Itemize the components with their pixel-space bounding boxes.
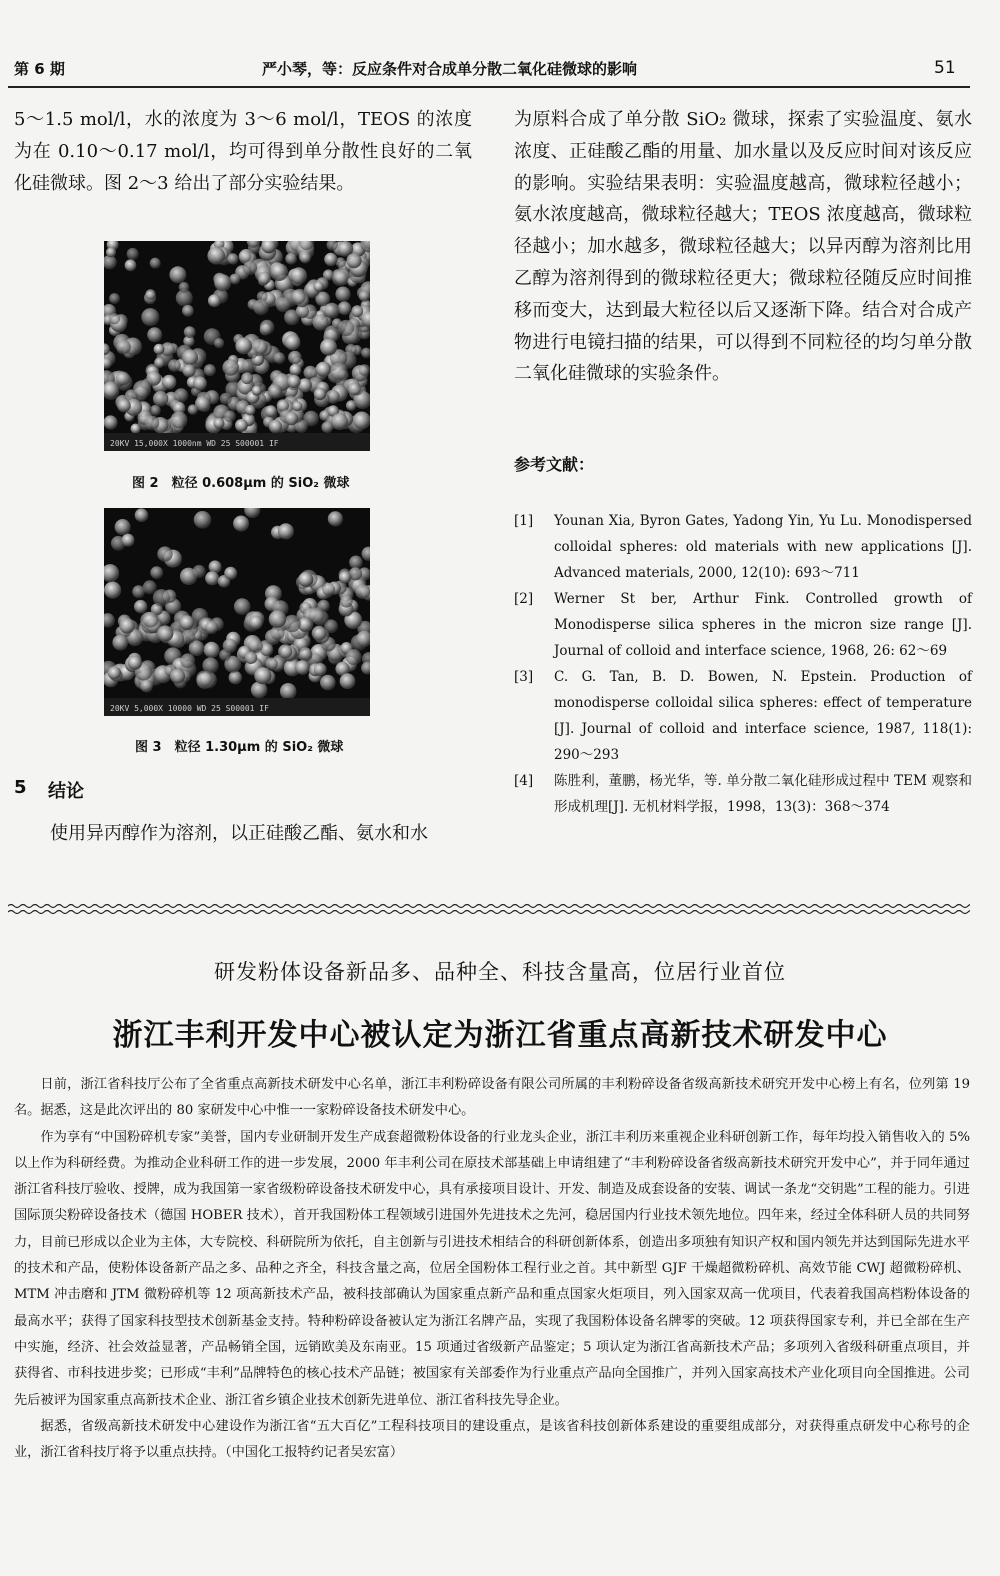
sem-particle (285, 334, 301, 350)
sem-particle (320, 675, 336, 691)
reference-text: Werner St ber, Arthur Fink. Controlled growth of Monodisperse silica spheres in the micron size range [J]. Journal of colloid and interface science, 1968, 26: 62～69 (554, 591, 972, 659)
sem-particle (258, 272, 271, 285)
sem-particle (338, 320, 354, 336)
sem-particle (183, 364, 196, 377)
sem-particle (276, 297, 291, 312)
conclusion-start: 使用异丙醇作为溶剂，以正硅酸乙酯、氨水和水 (50, 823, 428, 844)
figure-3-caption: 图 3 粒径 1.30μm 的 SiO₂ 微球 (135, 740, 344, 755)
figure-2-data-bar: 20KV 15,000X 1000nm WD 25 S00001 IF (110, 439, 279, 448)
section-title: 结论 (48, 781, 84, 802)
sem-particle (193, 376, 207, 390)
sem-particle (135, 508, 149, 522)
sem-particle (346, 253, 361, 268)
issue-label: 第 6 期 (14, 60, 65, 78)
sem-particle (260, 320, 275, 335)
sem-particle (314, 663, 327, 676)
reference-item (514, 586, 972, 664)
figure-3-micrograph (104, 508, 370, 716)
sem-particle (339, 571, 351, 583)
sem-particle (179, 282, 190, 293)
sem-particle (241, 372, 253, 384)
sem-particle (122, 534, 135, 547)
sem-particle (340, 595, 353, 608)
sem-particle (332, 271, 348, 287)
sem-particle (170, 669, 185, 684)
sem-particle (253, 299, 269, 315)
sem-particle (353, 412, 370, 430)
sem-particle (278, 523, 294, 539)
sem-particle (285, 253, 297, 265)
wavy-divider (8, 902, 970, 916)
sem-particle (324, 253, 337, 266)
sem-particle (125, 259, 137, 271)
sem-particle (239, 250, 252, 263)
figure-2-sem-image (104, 241, 370, 451)
sem-particle (224, 410, 236, 422)
sem-particle (235, 419, 248, 432)
sem-particle (245, 652, 258, 665)
sem-particle (346, 649, 362, 665)
sem-particle (280, 683, 297, 700)
sem-particle (312, 626, 327, 641)
sem-particle (222, 359, 239, 376)
sem-particle (150, 405, 161, 416)
sem-particle (322, 583, 335, 596)
sem-particle (204, 364, 216, 376)
sem-particle (145, 416, 160, 431)
reference-item (514, 508, 972, 586)
sem-particle (182, 305, 194, 317)
sem-particle (269, 610, 287, 628)
sem-particle (157, 625, 173, 641)
sem-particle (214, 418, 225, 429)
sem-particle (117, 399, 131, 413)
left-column-intro (14, 104, 472, 199)
sem-particle (320, 339, 337, 356)
sem-particle (274, 352, 286, 364)
sem-particle (330, 363, 347, 380)
sem-particle (109, 293, 120, 304)
sem-particle (209, 560, 222, 573)
reference-text: Younan Xia, Byron Gates, Yadong Yin, Yu Lu. Monodispersed colloidal spheres: old materials with new applications [J]. Advanced materials, 2000, 12(10): 693～711 (554, 513, 972, 581)
sem-particle (162, 375, 177, 390)
sem-particle (180, 653, 195, 668)
references-title: 参考文献： (514, 455, 595, 474)
sem-particle (214, 338, 224, 348)
sem-particle (227, 253, 238, 264)
sem-particle (182, 349, 198, 365)
sem-particle (285, 412, 299, 426)
sem-particle (143, 612, 159, 628)
sem-particle (157, 546, 172, 561)
sem-particle (128, 656, 142, 670)
sem-particle (335, 287, 350, 302)
sem-particle (233, 516, 249, 532)
sem-particle (115, 519, 131, 535)
conclusion-paragraph: 为原料合成了单分散 SiO₂ 微球，探索了实验温度、氨水浓度、正硅酸乙酯的用量、加水量以及反应时间对该反应的影响。实验结果表明：实验温度越高，微球粒径越小；氨水浓度越高，微球粒径越大；TEOS 浓度越高，微球粒径越小；加水越多，微球粒径越大；以异丙醇为溶剂比用乙醇为溶剂得到的微球粒径更大；微球粒径随反应时间推移而变大，达到最大粒径以后又逐渐下降。结合对合成产物进行电镜扫描的结果，可以得到不同粒径的均匀单分散二氧化硅微球的实验条件。 (514, 109, 972, 385)
sem-particle (295, 660, 310, 675)
sem-particle (184, 326, 196, 338)
running-title: 严小琴，等：反应条件对合成单分散二氧化硅微球的影响 (262, 60, 638, 78)
sem-particle (134, 600, 147, 613)
sem-particle (290, 267, 307, 284)
sem-particle (269, 420, 282, 433)
sem-particle (106, 247, 116, 257)
sem-particle (179, 615, 194, 630)
reference-number: [2] (514, 591, 534, 607)
sem-particle (147, 327, 162, 342)
reference-number: [4] (514, 773, 534, 789)
sem-particle (235, 338, 252, 355)
sem-particle (292, 401, 302, 411)
right-column-conclusion (514, 104, 972, 390)
intro-paragraph: 5～1.5 mol/l，水的浓度为 3～6 mol/l，TEOS 的浓度为在 0.10～0.17 mol/l，均可得到单分散性良好的二氧化硅微球。图 2～3 给出了部分实验结果。 (14, 109, 472, 194)
sem-particle (104, 582, 121, 599)
sem-particle (116, 340, 131, 355)
sem-particle (265, 405, 277, 417)
sem-particle (291, 290, 305, 304)
reference-text: 陈胜利，董鹏，杨光华，等. 单分散二氧化硅形成过程中 TEM 观察和形成机理[J]. 无机材料学报，1998，13(3)：368～374 (554, 773, 972, 815)
reference-item (514, 768, 972, 820)
news-subheadline: 研发粉体设备新品多、品种全、科技含量高，位居行业首位 (214, 960, 786, 984)
sem-particle (290, 364, 302, 376)
sem-particle (193, 565, 206, 578)
news-headline: 浙江丰利开发中心被认定为浙江省重点高新技术研发中心 (112, 1018, 888, 1053)
sem-particle (119, 618, 135, 634)
sem-particle (328, 511, 343, 526)
sem-particle (153, 391, 168, 406)
sem-particle (245, 405, 256, 416)
sem-particle (359, 364, 370, 376)
references-list (514, 508, 972, 820)
sem-particle (314, 281, 324, 291)
sem-particle (205, 621, 218, 634)
sem-particle (243, 261, 257, 275)
sem-particle (223, 639, 237, 653)
sem-particle (204, 642, 220, 658)
sem-particle (168, 359, 181, 372)
sem-particle (207, 247, 225, 265)
sem-particle (194, 511, 212, 529)
sem-particle (234, 598, 251, 615)
sem-particle (104, 415, 118, 429)
sem-particle (169, 266, 186, 283)
sem-particle (208, 294, 221, 307)
sem-particle (220, 393, 232, 405)
news-paragraph: 作为享有“中国粉碎机专家”美誉，国内专业研制开发生产成套超微粉体设备的行业龙头企业，浙江丰利历来重视企业科研创新工作，每年均投入销售收入的 5%以上作为科研经费。为推动企业科研工作的进一步发展，2000 年丰利公司在原技术部基础上申请组建了“丰利粉碎设备省级高新技术研究开发中心”，并于同年通过浙江省科技厅验收、授牌，成为我国第一家省级粉碎设备技术研发中心，具有承接项目设计、开发、制造及成套设备的安装、调试一条龙“交钥匙”工程的能力。引进国际顶尖粉碎设备技术（德国 HOBER 技术），首开我国粉体工程领域引进国外先进技术之先河，稳居国内行业技术领先地位。四年来，经过全体科研人员的共同努力，目前已形成以企业为主体，大专院校、科研院所为依托，自主创新与引进技术相结合的科研创新体系，创造出多项独有知识产权和国内领先并达到国际先进水平的技术和产品，使粉体设备新产品之多、品种之齐全，科技含量之高，位居全国粉体工程行业之首。其中新型 GJF 干燥超微粉碎机、高效节能 CWJ 超微粉碎机、MTM 冲击磨和 JTM 微粉碎机等 12 项高新技术产品，被科技部确认为国家重点新产品和重点国家火炬项目，列入国家双高一优项目，代表着我国高档粉体设备的最高水平；获得了国家科技型技术创新基金支持。特种粉碎设备被认定为浙江名牌产品，实现了我国粉体设备名牌零的突破。12 项获得国家专利，并已全部在生产中实施，经济、社会效益显著，产品畅销全国，远销欧美及东南亚。15 项通过省级新产品鉴定；5 项认定为浙江省高新技术产品；多项列入省级科研重点项目，并获得省、市科技进步奖；已形成“丰利”品牌特色的核心技术产品链；被国家有关部委作为行业重点产品向全国推广，并列入国家高技术产业化项目向全国推进。公司先后被评为国家重点高新技术企业、浙江省乡镇企业技术创新先进单位、浙江省科技先导企业。 (14, 1129, 970, 1408)
sem-particle (278, 644, 292, 658)
sem-particle (359, 291, 370, 302)
sem-particle (299, 647, 312, 660)
sem-particle (214, 274, 231, 291)
sem-particle (254, 667, 271, 684)
sem-particle (288, 351, 302, 365)
sem-particle (140, 680, 153, 693)
sem-particle (188, 404, 198, 414)
sem-particle (224, 567, 237, 580)
sem-particle (143, 580, 157, 594)
reference-item (514, 664, 972, 768)
sem-particle (109, 313, 120, 324)
sem-particle (150, 258, 161, 269)
figure-2-micrograph (104, 241, 370, 451)
sem-particle (312, 314, 328, 330)
news-body (14, 1072, 970, 1466)
sem-particle (116, 372, 130, 386)
sem-particle (108, 666, 121, 679)
sem-particle (348, 383, 361, 396)
sem-particle (300, 253, 311, 264)
sem-particle (112, 635, 128, 651)
figure-2-caption: 图 2 粒径 0.608μm 的 SiO₂ 微球 (132, 476, 350, 491)
sem-particle (355, 584, 370, 599)
sem-particle (145, 289, 156, 300)
sem-particle (338, 301, 352, 315)
sem-particle (316, 362, 331, 377)
news-paragraph: 日前，浙江省科技厅公布了全省重点高新技术研发中心名单，浙江丰利粉碎设备有限公司所属的丰利粉碎设备省级高新技术研究开发中心榜上有名，位列第 19 名。据悉，这是此次评出的 80 家研发中心中惟一一家粉碎设备技术研发中心。 (14, 1077, 970, 1119)
sem-particle (314, 388, 326, 400)
sem-particle (349, 556, 363, 570)
sem-particle (324, 303, 339, 318)
sem-particle (340, 673, 356, 689)
header-rule (8, 86, 970, 88)
reference-number: [1] (514, 513, 534, 529)
sem-particle (171, 412, 188, 429)
figure-3-sem-image (104, 508, 370, 716)
sem-particle (252, 386, 262, 396)
sem-particle (249, 615, 263, 629)
sem-particle (141, 308, 159, 326)
sem-particle (298, 572, 313, 587)
sem-particle (265, 658, 278, 671)
figure-3-data-bar: 20KV 5,000X 10000 WD 25 S00001 IF (110, 704, 269, 713)
section-number: 5 (14, 777, 27, 798)
page-number: 51 (934, 58, 956, 78)
reference-number: [3] (514, 669, 534, 685)
reference-text: C. G. Tan, B. D. Bowen, N. Epstein. Production of monodisperse colloidal silica spheres: effect of temperature [J]. Journal of colloid and interface science, 1987, 118(1): 290～293 (554, 669, 972, 763)
sem-particle (127, 248, 139, 260)
sem-particle (270, 263, 288, 281)
sem-particle (196, 671, 212, 687)
sem-particle (150, 566, 163, 579)
sem-particle (153, 589, 170, 606)
sem-particle (133, 380, 151, 398)
sem-particle (229, 671, 242, 684)
sem-particle (154, 344, 165, 355)
sem-particle (287, 375, 301, 389)
news-paragraph: 据悉，省级高新技术研发中心建设作为浙江省“五大百亿”工程科技项目的建设重点，是该省科技创新体系建设的重要组成部分，对获得重点研发中心称号的企业，浙江省科技厅将予以重点扶持。（中国化工报特约记者吴宏富） (14, 1418, 970, 1461)
sem-particle (154, 357, 165, 368)
sem-particle (351, 305, 363, 317)
sem-particle (331, 413, 348, 430)
sem-particle (205, 571, 219, 585)
sem-particle (268, 384, 282, 398)
